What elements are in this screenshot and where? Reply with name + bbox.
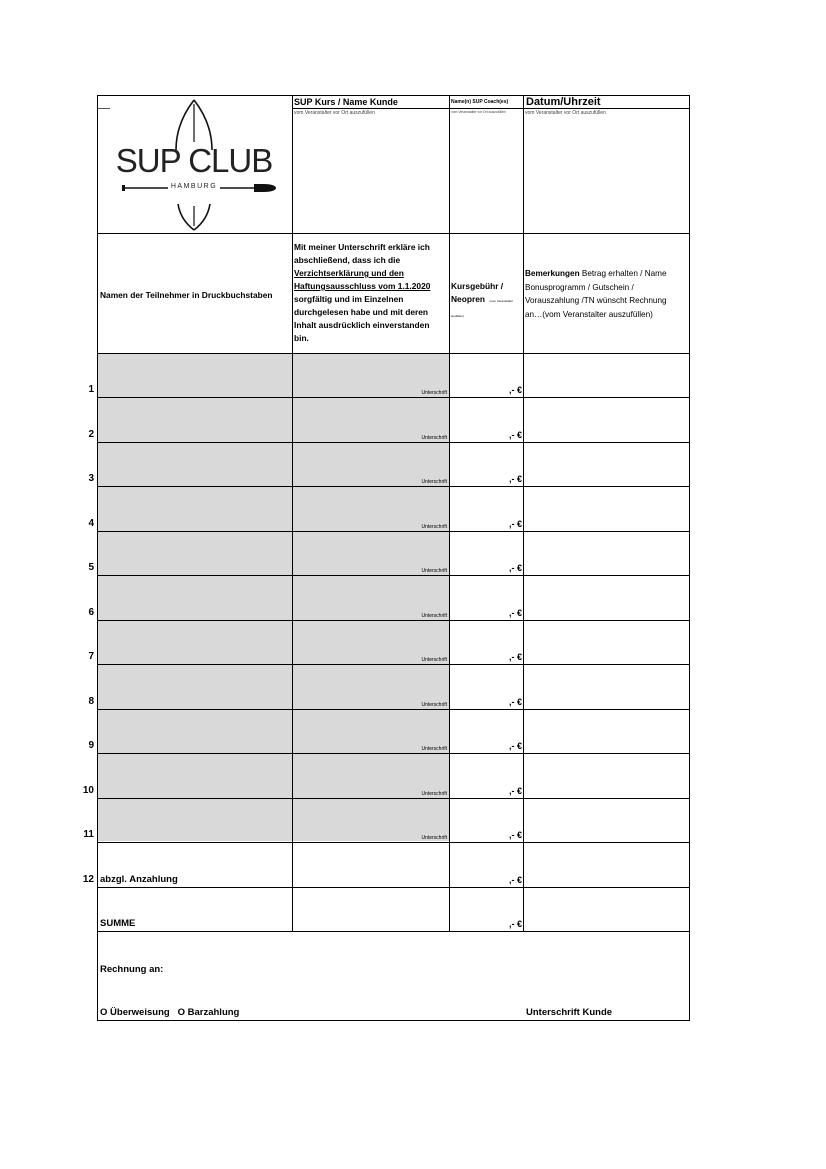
row-number: 9 xyxy=(88,740,94,751)
row-number: 2 xyxy=(88,429,94,440)
row-number: 7 xyxy=(88,651,94,662)
row-number: 5 xyxy=(88,562,94,573)
coach-column-note: vom Veranstalter vor Ort auszufüllen xyxy=(451,110,506,114)
fee-label: Kursgebühr / xyxy=(451,281,504,291)
course-column-header: SUP Kurs / Name Kunde xyxy=(294,97,398,107)
signature-label: Unterschrift xyxy=(421,657,447,663)
remarks-header xyxy=(525,267,689,321)
deposit-row-number: 12 xyxy=(82,874,94,885)
date-column-header: Datum/Uhrzeit xyxy=(526,96,601,108)
waiver-line: bin. xyxy=(294,333,309,343)
waiver-line-link: Verzichtserklärung und den xyxy=(294,268,404,278)
signature-label: Unterschrift xyxy=(421,835,447,841)
logo-subtitle: HAMBURG xyxy=(168,183,220,190)
fee-value: ,- € xyxy=(508,474,522,484)
remarks-bold: Bemerkungen xyxy=(525,269,580,278)
fee-note: (vom Veranstalter ausfüllen) xyxy=(451,299,513,318)
fee-value: ,- € xyxy=(508,830,522,840)
date-column-note: vom Veranstalter vor Ort auszufüllen xyxy=(525,110,606,116)
fee-value: ,- € xyxy=(508,563,522,573)
remarks-text: Betrag erhalten / Name xyxy=(581,269,667,278)
signature-label: Unterschrift xyxy=(421,435,447,441)
row-number: 4 xyxy=(88,518,94,529)
row-number: 10 xyxy=(82,785,94,796)
row-number: 8 xyxy=(88,696,94,707)
participant-names-label: Namen der Teilnehmer in Druckbuchstaben xyxy=(100,290,273,300)
fee-label-neopren: Neopren xyxy=(451,294,485,304)
row-number: 6 xyxy=(88,607,94,618)
fee-value: ,- € xyxy=(508,430,522,440)
remarks-text: Vorauszahlung /TN wünscht Rechnung xyxy=(525,296,667,305)
waiver-statement xyxy=(294,241,448,345)
signature-label: Unterschrift xyxy=(421,746,447,752)
fee-label-row xyxy=(451,292,523,322)
waiver-line: sorgfältig und im Einzelnen xyxy=(294,294,404,304)
row-number: 1 xyxy=(88,384,94,395)
course-column-note: vom Veranstalter vor Ort auszufüllen xyxy=(294,110,375,116)
remarks-text: Bonusprogramm / Gutschein / xyxy=(525,282,634,292)
waiver-line: abschließend, dass ich die xyxy=(294,255,401,265)
waiver-line: Inhalt ausdrücklich einverstanden xyxy=(294,320,430,330)
remarks-first-line xyxy=(525,267,689,281)
signature-label: Unterschrift xyxy=(421,568,447,574)
invoice-to-label: Rechnung an: xyxy=(100,964,164,975)
deposit-fee-value: ,- € xyxy=(508,875,522,885)
coach-column-header: Name(n) SUP Coach(es) xyxy=(451,99,509,105)
signature-label: Unterschrift xyxy=(421,390,447,396)
signature-label: Unterschrift xyxy=(421,613,447,619)
remarks-text: an…(vom Veranstalter auszufüllen) xyxy=(525,309,653,319)
payment-method-options: O Überweisung O Barzahlung xyxy=(100,1007,240,1018)
fee-value: ,- € xyxy=(508,697,522,707)
fee-value: ,- € xyxy=(508,652,522,662)
signature-label: Unterschrift xyxy=(421,524,447,530)
signature-label: Unterschrift xyxy=(421,479,447,485)
fee-header xyxy=(451,280,523,322)
fee-value: ,- € xyxy=(508,385,522,395)
fee-value: ,- € xyxy=(508,741,522,751)
customer-signature-label: Unterschrift Kunde xyxy=(526,1007,613,1018)
fee-value: ,- € xyxy=(508,786,522,796)
fee-value: ,- € xyxy=(508,519,522,529)
signature-label: Unterschrift xyxy=(421,791,447,797)
deposit-label: abzgl. Anzahlung xyxy=(100,874,178,885)
row-number: 3 xyxy=(88,473,94,484)
total-label: SUMME xyxy=(100,918,136,929)
waiver-line: durchgelesen habe und mit deren xyxy=(294,307,429,317)
waiver-line-link: Haftungsausschluss vom 1.1.2020 xyxy=(294,281,431,291)
signature-label: Unterschrift xyxy=(421,702,447,708)
waiver-line: Mit meiner Unterschrift erkläre ich xyxy=(294,242,430,252)
total-fee-value: ,- € xyxy=(508,919,522,929)
fee-value: ,- € xyxy=(508,608,522,618)
sup-club-logo xyxy=(104,98,284,232)
row-number: 11 xyxy=(83,829,94,840)
logo-title: SUP CLUB xyxy=(115,142,273,179)
